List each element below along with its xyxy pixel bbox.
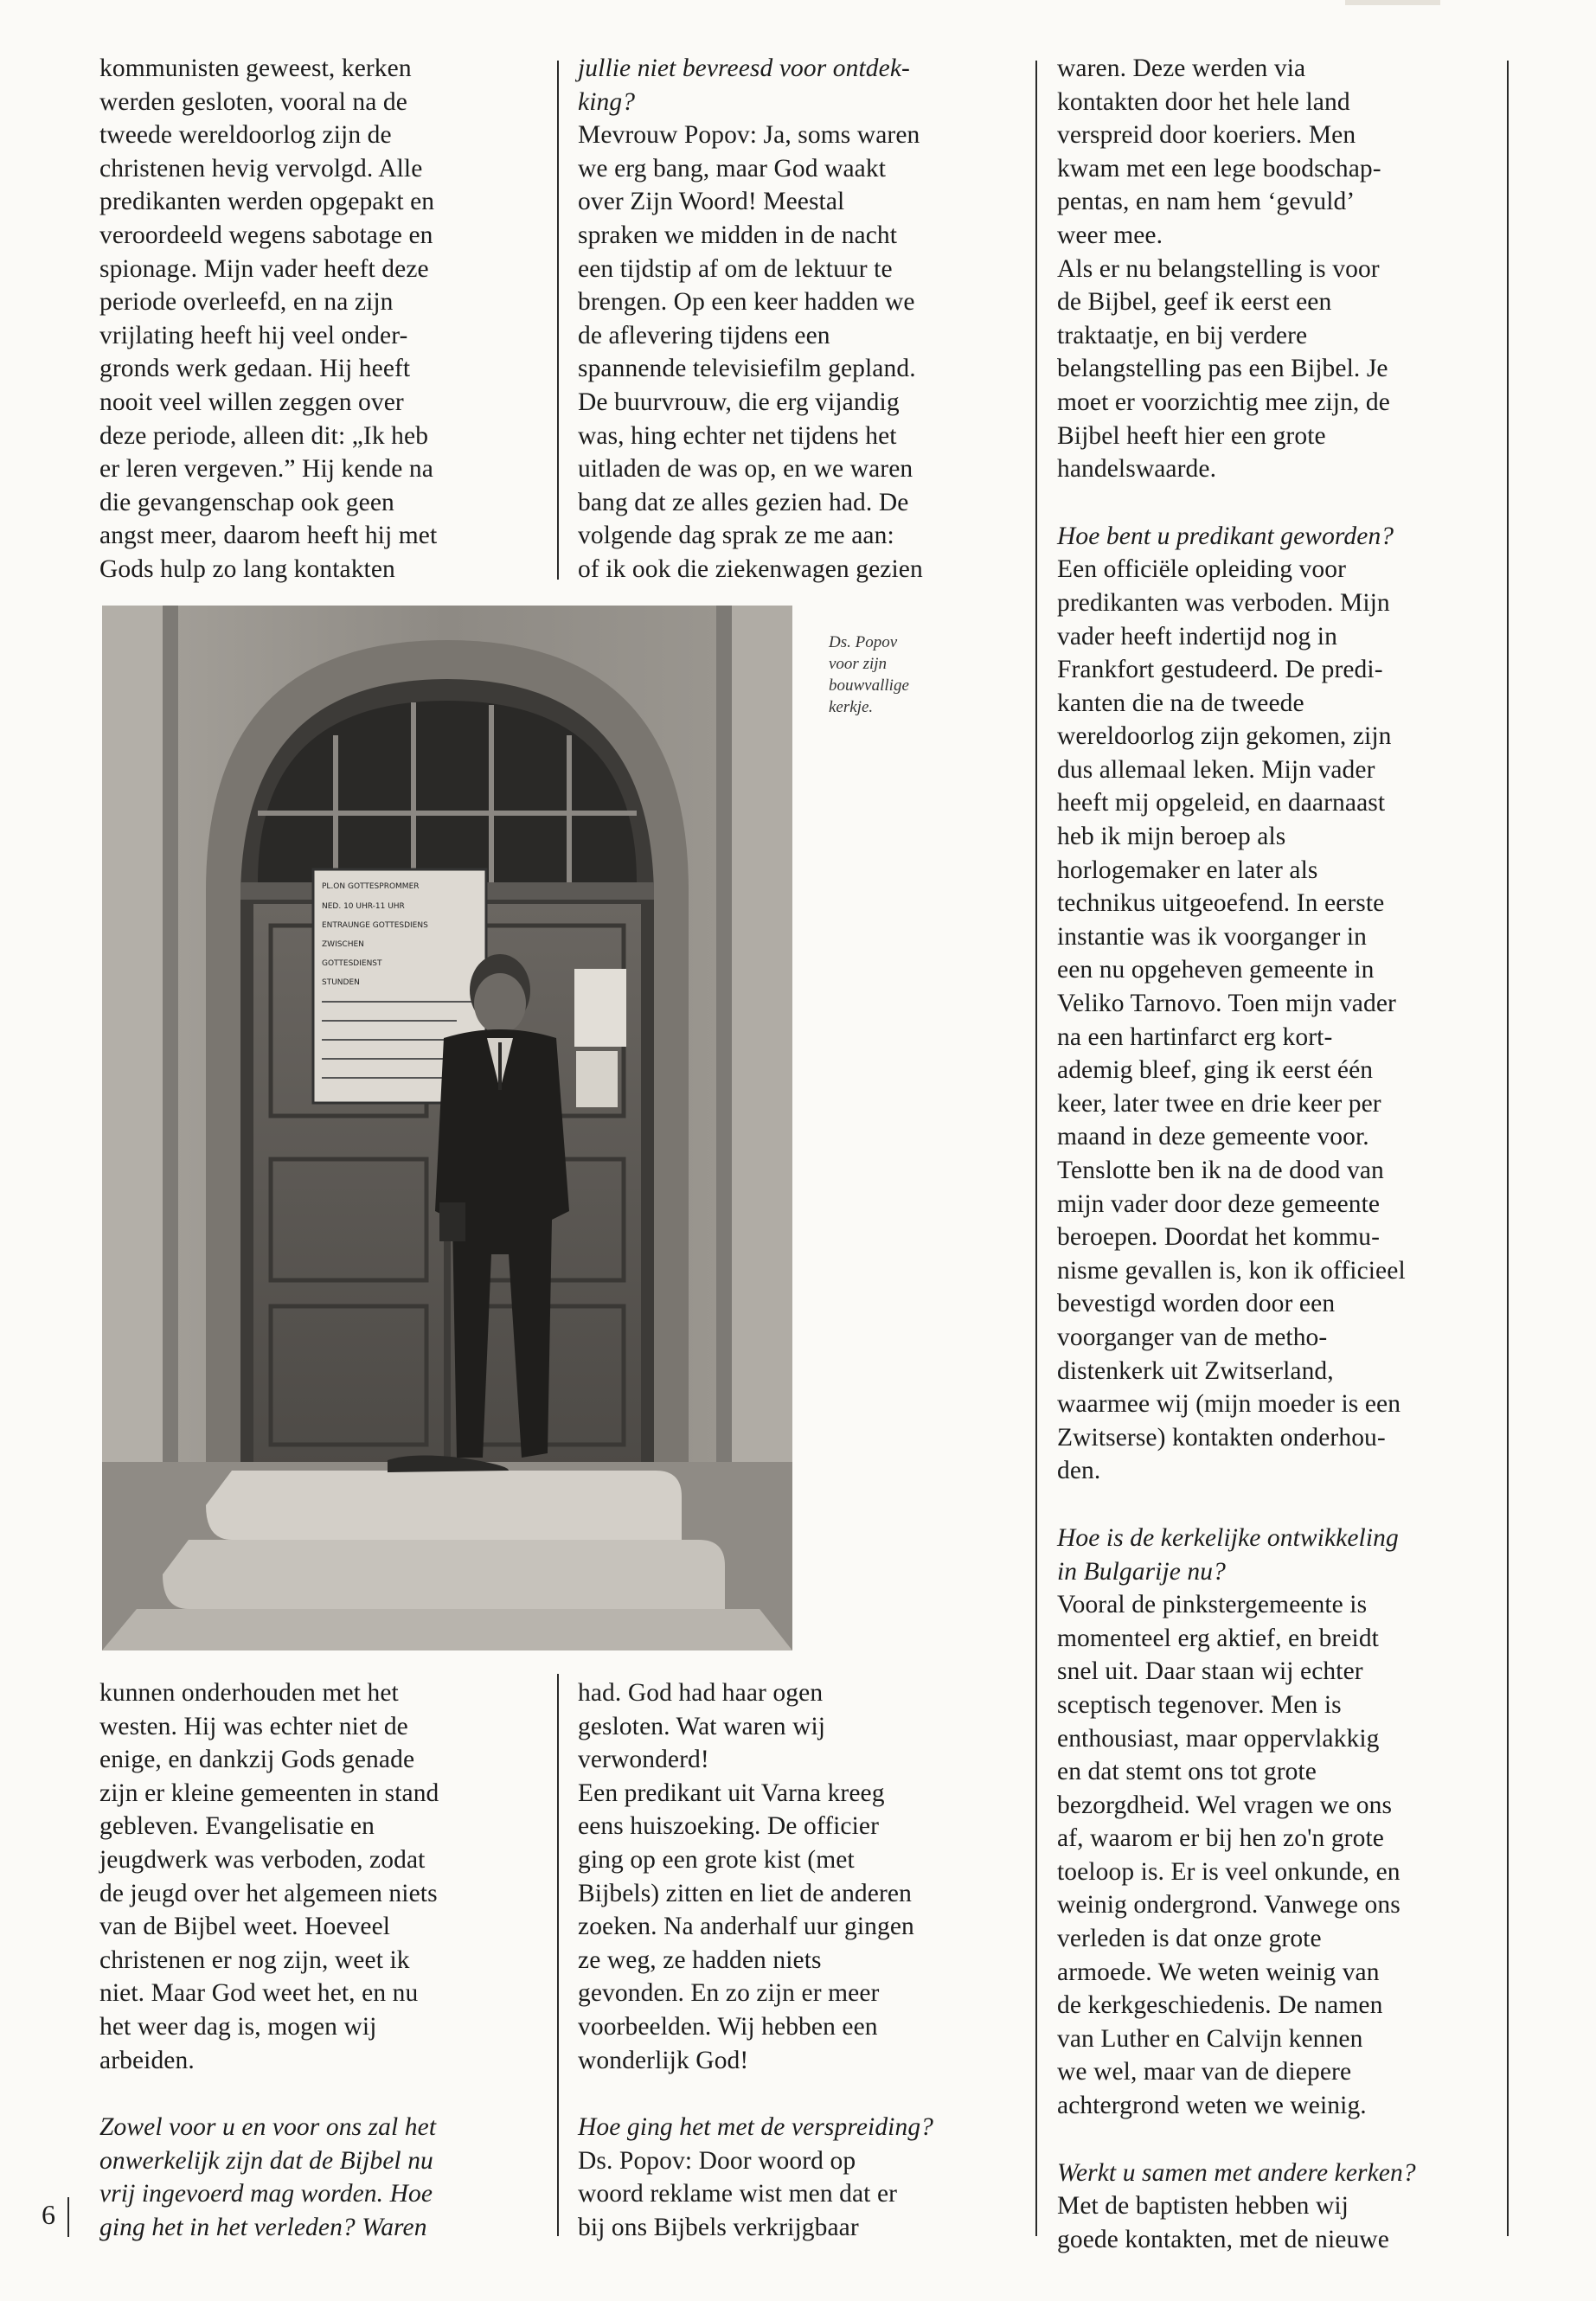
text-line: vader heeft indertijd nog in <box>1057 622 1337 651</box>
text-line: predikanten was verboden. Mijn <box>1057 588 1390 617</box>
sign-text-line-1: PL.ON GOTTESPROMMER <box>322 882 420 891</box>
interview-question <box>1057 2157 1416 2190</box>
text-line: waarmee wij (mijn moeder is een <box>1057 1390 1401 1419</box>
text-line: arbeiden. <box>99 2046 195 2074</box>
body-text <box>1057 52 1416 486</box>
text-line: wonderlijk God! <box>578 2046 749 2074</box>
text-line: instantie was ik voorganger in <box>1057 922 1368 951</box>
text-line: Zowel voor u en voor ons zal het <box>99 2113 437 2142</box>
body-text <box>1057 553 1416 1488</box>
column-rule <box>1035 61 1037 2236</box>
text-line: zoeken. Na anderhalf uur gingen <box>578 1913 914 1941</box>
text-line: de aflevering tijdens een <box>578 321 830 349</box>
text-line: Bijbel heeft hier een grote <box>1057 421 1326 450</box>
text-line: Bijbels) zitten en liet de anderen <box>578 1879 912 1907</box>
text-line: ging het in het verleden? Waren <box>99 2213 427 2241</box>
text-line: gevonden. En zo zijn er meer <box>578 1979 880 2008</box>
text-line: Werkt u samen met andere kerken? <box>1057 2158 1416 2187</box>
text-line: momenteel erg aktief, en breidt <box>1057 1624 1379 1652</box>
text-line: gronds werk gedaan. Hij heeft <box>99 355 411 383</box>
text-line: ging op een grote kist (met <box>578 1845 855 1874</box>
text-line: enige, en dankzij Gods genade <box>99 1746 415 1774</box>
text-line: bevestigd worden door een <box>1057 1290 1336 1318</box>
text-line: werden gesloten, vooral na de <box>99 87 407 116</box>
text-line: enthousiast, maar oppervlakkig <box>1057 1724 1380 1753</box>
column-rule <box>557 61 559 580</box>
interview-question <box>99 2111 439 2244</box>
text-line: niet. Maar God weet het, en nu <box>99 1979 419 2008</box>
text-line: bij ons Bijbels verkrijgbaar <box>578 2213 859 2241</box>
text-line: zijn er kleine gemeenten in stand <box>99 1779 439 1807</box>
text-line: den. <box>1057 1457 1101 1485</box>
text-line: nisme gevallen is, kon ik officieel <box>1057 1256 1406 1285</box>
text-line: van Luther en Calvijn kennen <box>1057 2024 1363 2053</box>
text-line: de kerkgeschiedenis. De namen <box>1057 1991 1383 2020</box>
text-line: goede kontakten, met de nieuwe <box>1057 2225 1389 2253</box>
body-text <box>1057 2189 1416 2256</box>
column-2-bottom <box>578 1676 933 2245</box>
text-line: traktaatje, en bij verdere <box>1057 321 1308 349</box>
text-line: Hoe ging het met de verspreiding? <box>578 2113 934 2142</box>
text-line: we erg bang, maar God waakt <box>578 154 887 183</box>
text-line: Mevrouw Popov: Ja, soms waren <box>578 121 920 150</box>
text-line: verwonderd! <box>578 1746 709 1774</box>
text-line: die gevangenschap ook geen <box>99 488 394 516</box>
text-line: had. God had haar ogen <box>578 1679 824 1707</box>
text-line: woord reklame wist men dat er <box>578 2180 898 2208</box>
text-line: bezorgdheid. Wel vragen we ons <box>1057 1791 1393 1819</box>
text-line: eens huiszoeking. De officier <box>578 1812 880 1841</box>
text-line: christenen hevig vervolgd. Alle <box>99 154 423 183</box>
text-line: weinig ondergrond. Vanwege ons <box>1057 1891 1401 1920</box>
text-line: kanten die na de tweede <box>1057 689 1304 717</box>
text-line: een tijdstip af om de lektuur te <box>578 254 893 283</box>
text-line: achtergrond weten we weinig. <box>1057 2092 1367 2120</box>
text-line: vrijlating heeft hij veel onder- <box>99 321 408 349</box>
column-rule <box>557 1674 559 2236</box>
text-line: wereldoorlog zijn gekomen, zijn <box>1057 722 1392 751</box>
text-line: armoede. We weten weinig van <box>1057 1958 1380 1986</box>
text-line: sceptisch tegenover. Men is <box>1057 1690 1342 1719</box>
text-line: waren. Deze werden via <box>1057 54 1306 82</box>
text-line: onwerkelijk zijn dat de Bijbel nu <box>99 2146 433 2175</box>
sign-text-line-4: ZWISCHEN <box>322 940 364 949</box>
sign-text-line-2: NED. 10 UHR-11 UHR <box>322 902 405 911</box>
column-3 <box>1057 52 1416 2256</box>
text-line: in Bulgarije nu? <box>1057 1557 1226 1586</box>
interview-question <box>578 2111 933 2144</box>
text-line: nooit veel willen zeggen over <box>99 388 404 416</box>
text-line: periode overleefd, en na zijn <box>99 288 394 317</box>
text-line: gesloten. Wat waren wij <box>578 1712 826 1740</box>
text-line: Ds. Popov: Door woord op <box>578 2146 856 2175</box>
body-text <box>99 1676 439 2077</box>
text-line: kunnen onderhouden met het <box>99 1679 399 1707</box>
text-line: de Bijbel, geef ik eerst een <box>1057 288 1332 317</box>
interview-question <box>1057 520 1416 554</box>
page-number-rule <box>67 2197 69 2237</box>
text-line: heeft mij opgeleid, en daarnaast <box>1057 789 1386 817</box>
top-edge-mark <box>1345 0 1440 5</box>
text-line: Met de baptisten hebben wij <box>1057 2192 1349 2221</box>
text-line: na een hartinfarct erg kort- <box>1057 1022 1333 1051</box>
text-line: en dat stemt ons tot grote <box>1057 1758 1317 1786</box>
text-line: veroordeeld wegens sabotage en <box>99 221 433 249</box>
text-line: Hoe is de kerkelijke ontwikkeling <box>1057 1523 1399 1552</box>
text-line: horlogemaker en later als <box>1057 856 1318 884</box>
sign-text-line-5: GOTTESDIENST <box>322 959 382 968</box>
text-line: uitladen de was op, en we waren <box>578 455 913 484</box>
text-line: Ds. Popov <box>829 633 898 651</box>
text-line: of ik ook die ziekenwagen gezien <box>578 554 923 583</box>
text-line: weer mee. <box>1057 221 1163 249</box>
text-line: Tenslotte ben ik na de dood van <box>1057 1157 1384 1184</box>
text-line: technikus uitgeoefend. In eerste <box>1057 889 1385 918</box>
text-line: voorbeelden. Wij hebben een <box>578 2012 878 2041</box>
text-line: tweede wereldoorlog zijn de <box>99 121 392 150</box>
interview-question <box>578 52 923 119</box>
text-line: Veliko Tarnovo. Toen mijn vader <box>1057 990 1396 1018</box>
text-line: spannende televisiefilm gepland. <box>578 355 916 383</box>
text-line: de jeugd over het algemeen niets <box>99 1879 438 1907</box>
text-line: deze periode, alleen dit: „Ik heb <box>99 421 429 450</box>
text-line: ze weg, ze hadden niets <box>578 1945 822 1974</box>
column-2-top <box>578 52 923 586</box>
text-line: over Zijn Woord! Meestal <box>578 188 845 216</box>
body-text <box>99 52 437 586</box>
church-door-photo <box>102 606 792 1650</box>
text-line: jullie niet bevreesd voor ontdek- <box>578 54 910 82</box>
text-line: toeloop is. Er is veel onkunde, en <box>1057 1857 1401 1886</box>
text-line: volgende dag sprak ze me aan: <box>578 522 894 550</box>
text-line: heb ik mijn beroep als <box>1057 823 1286 851</box>
text-line: we wel, maar van de diepere <box>1057 2058 1352 2086</box>
text-line: maand in deze gemeente voor. <box>1057 1123 1369 1151</box>
text-line: belangstelling pas een Bijbel. Je <box>1057 355 1388 383</box>
text-line: distenkerk uit Zwitserland, <box>1057 1356 1334 1385</box>
text-line: Hoe bent u predikant geworden? <box>1057 522 1394 550</box>
text-line: voorganger van de metho- <box>1057 1323 1328 1351</box>
photo-caption <box>829 631 909 718</box>
text-line: Zwitserse) kontakten onderhou- <box>1057 1423 1386 1452</box>
text-line: mijn vader door deze gemeente <box>1057 1189 1381 1218</box>
text-line: bang dat ze alles gezien had. De <box>578 488 909 516</box>
text-line: voor zijn <box>829 655 888 673</box>
text-line: beroepen. Doordat het kommu- <box>1057 1223 1381 1252</box>
text-line: spionage. Mijn vader heeft deze <box>99 254 429 283</box>
column-1-bottom <box>99 1676 439 2245</box>
text-line: verleden is dat onze grote <box>1057 1925 1322 1953</box>
text-line: kontakten door het hele land <box>1057 87 1350 116</box>
sign-text-line-3: ENTRAUNGE GOTTESDIENS <box>322 921 428 930</box>
text-line: moet er voorzichtig mee zijn, de <box>1057 388 1390 416</box>
text-line: af, waarom er bij hen zo'n grote <box>1057 1824 1384 1853</box>
sign-text-line-6: STUNDEN <box>322 978 360 987</box>
text-line: van de Bijbel weet. Hoeveel <box>99 1913 391 1941</box>
interview-question <box>1057 1522 1416 1588</box>
column-1-top <box>99 52 437 586</box>
text-line: verspreid door koeriers. Men <box>1057 121 1356 150</box>
body-text <box>1057 1588 1416 2123</box>
text-line: brengen. Op een keer hadden we <box>578 288 915 317</box>
text-line: christenen er nog zijn, weet ik <box>99 1945 410 1974</box>
text-line: bouwvallige <box>829 676 909 695</box>
page-number: 6 <box>42 2199 55 2230</box>
text-line: het weer dag is, mogen wij <box>99 2012 377 2041</box>
text-line: een nu opgeheven gemeente in <box>1057 956 1375 984</box>
text-line: Frankfort gestudeerd. De predi- <box>1057 656 1383 684</box>
text-line: Gods hulp zo lang kontakten <box>99 554 395 583</box>
body-text <box>578 2144 933 2245</box>
body-text <box>578 1676 933 2077</box>
text-line: kommunisten geweest, kerken <box>99 54 412 82</box>
text-line: king? <box>578 87 636 116</box>
text-line: Een officiële opleiding voor <box>1057 555 1347 584</box>
text-line: gebleven. Evangelisatie en <box>99 1812 375 1841</box>
text-line: Een predikant uit Varna kreeg <box>578 1779 885 1807</box>
text-line: westen. Hij was echter niet de <box>99 1712 408 1740</box>
text-line: spraken we midden in de nacht <box>578 221 898 249</box>
text-line: was, hing echter net tijdens het <box>578 421 897 450</box>
body-text <box>578 119 923 586</box>
text-line: kwam met een lege boodschap- <box>1057 154 1381 183</box>
text-line: ademig bleef, ging ik eerst één <box>1057 1056 1374 1085</box>
text-line: handelswaarde. <box>1057 455 1217 484</box>
text-line: keer, later twee en drie keer per <box>1057 1089 1381 1118</box>
text-line: er leren vergeven.” Hij kende na <box>99 455 433 484</box>
text-line: De buurvrouw, die erg vijandig <box>578 388 900 416</box>
text-line: Vooral de pinkstergemeente is <box>1057 1591 1368 1619</box>
text-line: angst meer, daarom heeft hij met <box>99 522 438 550</box>
text-line: predikanten werden opgepakt en <box>99 188 435 216</box>
text-line: pentas, en nam hem ‘gevuld’ <box>1057 188 1356 216</box>
text-line: kerkje. <box>829 698 874 716</box>
caption-text <box>829 631 909 718</box>
text-line: jeugdwerk was verboden, zodat <box>99 1845 426 1874</box>
text-line: snel uit. Daar staan wij echter <box>1057 1657 1363 1686</box>
text-line: Als er nu belangstelling is voor <box>1057 254 1380 283</box>
column-rule <box>1507 61 1509 2236</box>
text-line: dus allemaal leken. Mijn vader <box>1057 755 1375 784</box>
text-line: vrij ingevoerd mag worden. Hoe <box>99 2180 433 2208</box>
